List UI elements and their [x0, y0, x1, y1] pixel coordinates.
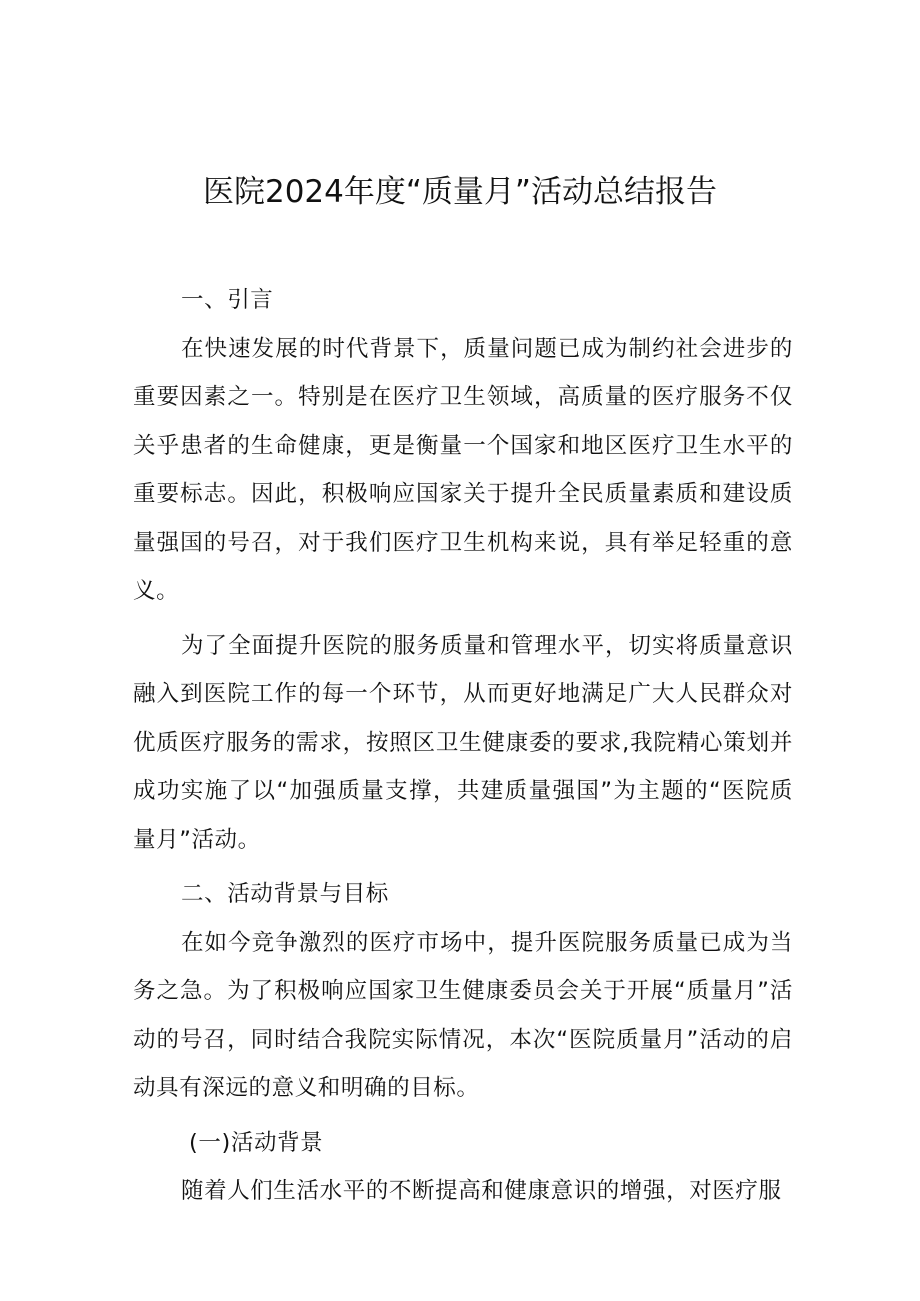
document-body — [133, 276, 793, 1216]
paragraph: 随着人们生活水平的不断提高和健康意识的增强，对医疗服 — [181, 1178, 782, 1204]
subsection-heading-background: (一)活动背景 — [189, 1129, 324, 1156]
document-title: 医院2024年度“质量月”活动总结报告 — [202, 174, 717, 210]
section-heading-background-goals: 二、活动背景与目标 — [181, 881, 389, 907]
paragraph: 在快速发展的时代背景下，质量问题已成为制约社会进步的重要因素之一。特别是在医疗卫生领域，高质量的医疗服务不仅关乎患者的生命健康，更是衡量一个国家和地区医疗卫生水平的重要标志。因此，积极响应国家关于提升全民质量素质和建设质量强国的号召，对于我们医疗卫生机构来说，具有举足轻重的意义。 — [133, 335, 793, 604]
paragraph: 为了全面提升医院的服务质量和管理水平，切实将质量意识融入到医院工作的每一个环节，从而更好地满足广大人民群众对优质医疗服务的需求，按照区卫生健康委的要求,我院精心策划并成功实施了以“加强质量支撑，共建质量强国”为主题的“医院质量月”活动。 — [133, 632, 793, 853]
section-heading-introduction: 一、引言 — [181, 287, 274, 313]
paragraph: 在如今竞争激烈的医疗市场中，提升医院服务质量已成为当务之急。为了积极响应国家卫生健康委员会关于开展“质量月”活动的号召，同时结合我院实际情况，本次“医院质量月”活动的启动具有深远的意义和明确的目标。 — [133, 929, 793, 1101]
